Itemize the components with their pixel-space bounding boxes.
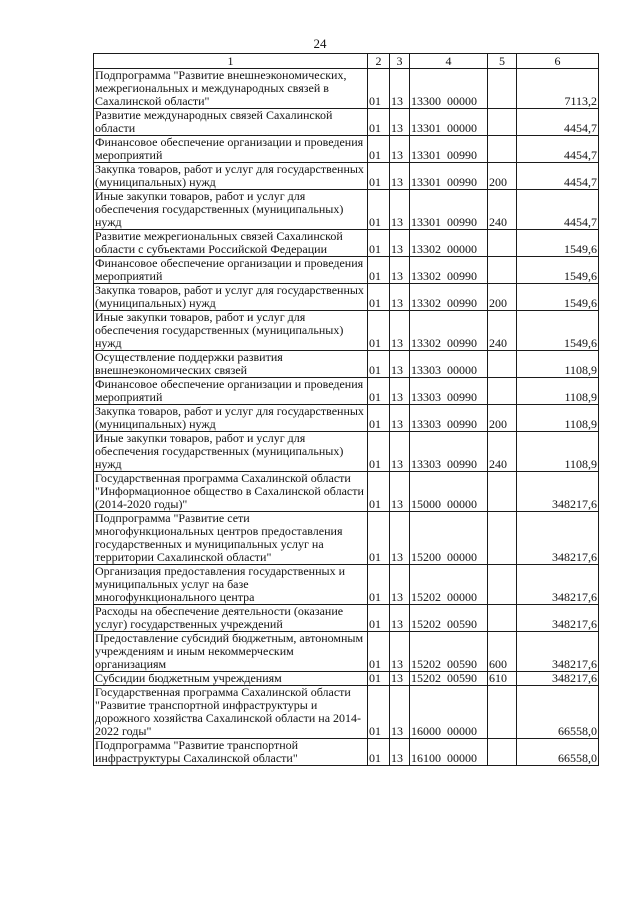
row-name: Государственная программа Сахалинской области "Информационное общество в Сахалинской области (2014-2020 годы)"	[94, 472, 368, 512]
row-amount: 348217,6	[517, 472, 599, 512]
row-name: Финансовое обеспечение организации и проведения мероприятий	[94, 257, 368, 284]
row-amount: 1108,9	[517, 351, 599, 378]
row-expense-type: 600	[488, 632, 517, 672]
row-expense-type	[488, 257, 517, 284]
row-subsection: 13	[390, 69, 410, 109]
row-expense-type	[488, 230, 517, 257]
row-subsection: 13	[390, 284, 410, 311]
row-subsection: 13	[390, 190, 410, 230]
row-amount: 1108,9	[517, 405, 599, 432]
row-expense-type	[488, 472, 517, 512]
row-target-code: 13303 00990	[410, 405, 488, 432]
row-target-code: 13301 00990	[410, 136, 488, 163]
row-expense-type	[488, 739, 517, 766]
table-row	[94, 739, 599, 766]
row-name: Финансовое обеспечение организации и проведения мероприятий	[94, 378, 368, 405]
row-target-code: 16100 00000	[410, 739, 488, 766]
row-name: Подпрограмма "Развитие внешнеэкономических, межрегиональных и международных связей в Сахалинской области"	[94, 69, 368, 109]
row-subsection: 13	[390, 230, 410, 257]
row-subsection: 13	[390, 432, 410, 472]
row-expense-type	[488, 351, 517, 378]
row-subsection: 13	[390, 672, 410, 686]
row-amount: 348217,6	[517, 512, 599, 565]
row-name: Иные закупки товаров, работ и услуг для обеспечения государственных (муниципальных) нужд	[94, 432, 368, 472]
row-target-code: 13303 00000	[410, 351, 488, 378]
row-expense-type: 200	[488, 405, 517, 432]
row-section: 01	[368, 739, 390, 766]
row-name: Иные закупки товаров, работ и услуг для обеспечения государственных (муниципальных) нужд	[94, 190, 368, 230]
row-subsection: 13	[390, 632, 410, 672]
row-target-code: 15200 00000	[410, 512, 488, 565]
row-name: Предоставление субсидий бюджетным, автономным учреждениям и иным некоммерческим организациям	[94, 632, 368, 672]
row-section: 01	[368, 257, 390, 284]
row-section: 01	[368, 378, 390, 405]
row-target-code: 13300 00000	[410, 69, 488, 109]
row-amount: 348217,6	[517, 605, 599, 632]
row-section: 01	[368, 109, 390, 136]
row-target-code: 13302 00990	[410, 257, 488, 284]
row-expense-type: 240	[488, 311, 517, 351]
table-row	[94, 69, 599, 109]
row-name: Расходы на обеспечение деятельности (оказание услуг) государственных учреждений	[94, 605, 368, 632]
row-name: Финансовое обеспечение организации и проведения мероприятий	[94, 136, 368, 163]
row-amount: 1549,6	[517, 257, 599, 284]
row-amount: 1549,6	[517, 284, 599, 311]
row-subsection: 13	[390, 512, 410, 565]
row-name: Осуществление поддержки развития внешнеэкономических связей	[94, 351, 368, 378]
table-row	[94, 163, 599, 190]
row-section: 01	[368, 230, 390, 257]
row-expense-type: 610	[488, 672, 517, 686]
row-expense-type	[488, 136, 517, 163]
row-section: 01	[368, 405, 390, 432]
row-expense-type: 240	[488, 432, 517, 472]
row-name: Подпрограмма "Развитие транспортной инфраструктуры Сахалинской области"	[94, 739, 368, 766]
row-amount: 1108,9	[517, 432, 599, 472]
row-name: Подпрограмма "Развитие сети многофункциональных центров предоставления государственных и муниципальных услуг на территории Сахалинской области"	[94, 512, 368, 565]
table-row	[94, 512, 599, 565]
row-amount: 348217,6	[517, 632, 599, 672]
row-expense-type: 240	[488, 190, 517, 230]
column-header: 2	[368, 54, 390, 69]
table-row	[94, 136, 599, 163]
row-subsection: 13	[390, 605, 410, 632]
table-header-row	[94, 54, 599, 69]
row-amount: 1108,9	[517, 378, 599, 405]
row-target-code: 15202 00590	[410, 672, 488, 686]
row-amount: 4454,7	[517, 163, 599, 190]
table-row	[94, 257, 599, 284]
row-amount: 4454,7	[517, 136, 599, 163]
row-expense-type: 200	[488, 284, 517, 311]
row-section: 01	[368, 472, 390, 512]
row-name: Развитие международных связей Сахалинской области	[94, 109, 368, 136]
column-header: 6	[517, 54, 599, 69]
row-section: 01	[368, 311, 390, 351]
row-amount: 66558,0	[517, 739, 599, 766]
table-row	[94, 109, 599, 136]
row-target-code: 15202 00590	[410, 632, 488, 672]
budget-table	[93, 53, 599, 766]
row-subsection: 13	[390, 378, 410, 405]
row-subsection: 13	[390, 136, 410, 163]
row-subsection: 13	[390, 686, 410, 739]
row-expense-type: 200	[488, 163, 517, 190]
row-name: Закупка товаров, работ и услуг для государственных (муниципальных) нужд	[94, 284, 368, 311]
row-section: 01	[368, 69, 390, 109]
row-section: 01	[368, 672, 390, 686]
row-target-code: 13303 00990	[410, 432, 488, 472]
table-row	[94, 632, 599, 672]
row-section: 01	[368, 512, 390, 565]
row-target-code: 13301 00000	[410, 109, 488, 136]
table-row	[94, 311, 599, 351]
row-subsection: 13	[390, 257, 410, 284]
row-amount: 348217,6	[517, 672, 599, 686]
row-name: Субсидии бюджетным учреждениям	[94, 672, 368, 686]
row-subsection: 13	[390, 163, 410, 190]
table-row	[94, 230, 599, 257]
row-expense-type	[488, 565, 517, 605]
row-name: Иные закупки товаров, работ и услуг для обеспечения государственных (муниципальных) нужд	[94, 311, 368, 351]
row-target-code: 15202 00000	[410, 565, 488, 605]
row-amount: 1549,6	[517, 311, 599, 351]
table-row	[94, 565, 599, 605]
row-section: 01	[368, 605, 390, 632]
row-expense-type	[488, 686, 517, 739]
row-section: 01	[368, 163, 390, 190]
table-row	[94, 284, 599, 311]
row-amount: 66558,0	[517, 686, 599, 739]
row-expense-type	[488, 512, 517, 565]
row-name: Закупка товаров, работ и услуг для государственных (муниципальных) нужд	[94, 163, 368, 190]
row-target-code: 13302 00990	[410, 284, 488, 311]
row-subsection: 13	[390, 565, 410, 605]
row-subsection: 13	[390, 109, 410, 136]
row-target-code: 13301 00990	[410, 190, 488, 230]
table-row	[94, 605, 599, 632]
table-row	[94, 378, 599, 405]
row-amount: 4454,7	[517, 109, 599, 136]
row-subsection: 13	[390, 405, 410, 432]
row-section: 01	[368, 136, 390, 163]
row-section: 01	[368, 351, 390, 378]
table-row	[94, 190, 599, 230]
row-name: Закупка товаров, работ и услуг для государственных (муниципальных) нужд	[94, 405, 368, 432]
row-expense-type	[488, 69, 517, 109]
column-header: 4	[410, 54, 488, 69]
row-section: 01	[368, 432, 390, 472]
row-amount: 7113,2	[517, 69, 599, 109]
row-section: 01	[368, 284, 390, 311]
row-target-code: 13302 00990	[410, 311, 488, 351]
row-amount: 1549,6	[517, 230, 599, 257]
row-section: 01	[368, 686, 390, 739]
row-amount: 4454,7	[517, 190, 599, 230]
table-row	[94, 472, 599, 512]
column-header: 1	[94, 54, 368, 69]
row-name: Организация предоставления государственных и муниципальных услуг на базе многофункционального центра	[94, 565, 368, 605]
row-section: 01	[368, 190, 390, 230]
row-expense-type	[488, 378, 517, 405]
table-row	[94, 405, 599, 432]
row-target-code: 15000 00000	[410, 472, 488, 512]
row-name: Государственная программа Сахалинской области "Развитие транспортной инфраструктуры и дорожного хозяйства Сахалинской области на 2014-2022 годы"	[94, 686, 368, 739]
row-target-code: 13301 00990	[410, 163, 488, 190]
row-target-code: 13302 00000	[410, 230, 488, 257]
table-row	[94, 686, 599, 739]
page-number: 24	[313, 36, 327, 51]
column-header: 3	[390, 54, 410, 69]
row-section: 01	[368, 565, 390, 605]
row-subsection: 13	[390, 472, 410, 512]
row-expense-type	[488, 109, 517, 136]
row-section: 01	[368, 632, 390, 672]
table-row	[94, 672, 599, 686]
row-subsection: 13	[390, 311, 410, 351]
table-row	[94, 432, 599, 472]
table-row	[94, 351, 599, 378]
row-subsection: 13	[390, 739, 410, 766]
row-name: Развитие межрегиональных связей Сахалинской области с субъектами Российской Федерации	[94, 230, 368, 257]
row-target-code: 15202 00590	[410, 605, 488, 632]
row-target-code: 13303 00990	[410, 378, 488, 405]
row-expense-type	[488, 605, 517, 632]
row-subsection: 13	[390, 351, 410, 378]
row-amount: 348217,6	[517, 565, 599, 605]
column-header: 5	[488, 54, 517, 69]
row-target-code: 16000 00000	[410, 686, 488, 739]
